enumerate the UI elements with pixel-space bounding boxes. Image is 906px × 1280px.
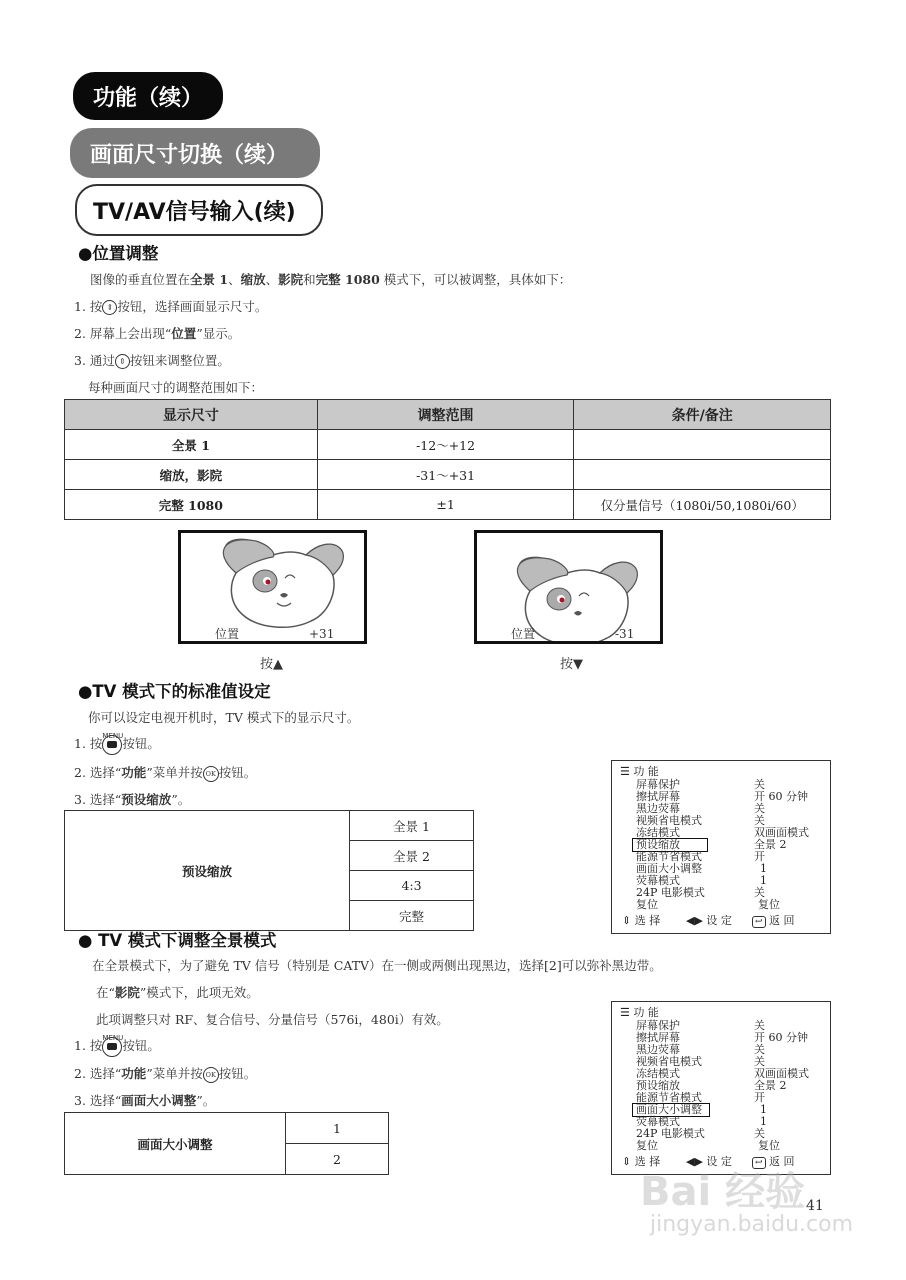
tv-screen-position-down	[474, 530, 663, 644]
osd-item-label: 预设缩放	[636, 838, 680, 851]
tv-screen-position-up	[178, 530, 367, 644]
osd-item-value: 关	[754, 814, 765, 827]
caption-press-down: 按▼	[560, 657, 583, 672]
osd-position-label: 位置	[215, 627, 240, 641]
osd-item-value: 开	[754, 1091, 765, 1104]
osd-title-text: 功 能	[633, 1006, 659, 1019]
section-title-tv-panorama: ● TV 模式下调整全景模式	[78, 931, 277, 950]
text: 、	[265, 272, 279, 287]
left-right-arrow-icon: ◀▶	[686, 1155, 703, 1168]
osd-item-value: 复位	[758, 898, 780, 911]
page-number: 41	[806, 1198, 824, 1214]
osd-item-label: 屏幕保护	[636, 1019, 680, 1032]
text-bold: 全景 1	[190, 272, 229, 287]
section3-p2	[96, 983, 259, 1001]
osd-item-label: 荧幕模式	[636, 874, 680, 887]
osd-item-value: 关	[754, 778, 765, 791]
picture-size-adjust-options-table	[64, 1112, 389, 1175]
osd-item-label: 24P 电影模式	[636, 1127, 705, 1140]
table-row	[65, 490, 831, 520]
text: 按钮。	[122, 1038, 160, 1053]
section2-intro: 你可以设定电视开机时，TV 模式下的显示尺寸。	[88, 710, 360, 725]
text: 3. 选择“	[74, 792, 122, 807]
section1-step3	[74, 351, 230, 369]
text: 选 择	[634, 914, 661, 927]
osd-item-value: 双画面模式	[754, 826, 809, 839]
up-down-arrow-icon: ⇕	[622, 1155, 632, 1168]
osd-position-value: +31	[309, 627, 335, 641]
text-bold: 预设缩放	[121, 792, 172, 807]
osd-footer-select	[622, 915, 660, 927]
table-cell: 全景 1	[65, 430, 318, 460]
text: 2. 屏幕上会出现“	[74, 326, 172, 341]
table-row	[65, 430, 831, 460]
osd-item-label: 擦拭屏幕	[636, 790, 680, 803]
section-title-tv-default: ●TV 模式下的标准值设定	[78, 682, 271, 701]
text: 按钮，选择画面显示尺寸。	[117, 299, 268, 314]
text-bold: 影院	[278, 272, 304, 287]
osd-item-label: 屏幕保护	[636, 778, 680, 791]
osd-item-value: 关	[754, 1127, 765, 1140]
option-label: 画面大小调整	[65, 1113, 286, 1175]
text: 设 定	[706, 914, 732, 927]
osd-item-label: 画面大小调整	[636, 1103, 702, 1116]
osd-item-value: 开 60 分钟	[754, 790, 808, 803]
table-header: 显示尺寸	[65, 400, 318, 430]
menu-label: MENU	[102, 731, 124, 740]
ok-button-icon: OK	[203, 766, 219, 782]
osd-position-value: -31	[615, 627, 635, 641]
osd-menu-title	[620, 766, 659, 778]
menu-list-icon: ☰	[620, 1006, 630, 1019]
osd-item-label: 冻结模式	[636, 826, 680, 839]
text: 图像的垂直位置在	[90, 272, 191, 287]
osd-item-value: 双画面模式	[754, 1067, 809, 1080]
osd-item-value: 开	[754, 850, 765, 863]
section2-step1	[74, 731, 160, 755]
text-bold: 缩放	[240, 272, 266, 287]
option-label: 预设缩放	[65, 811, 350, 931]
text: 1. 按	[74, 736, 103, 751]
preset-zoom-options-table	[64, 810, 474, 931]
dog-illustration	[477, 533, 660, 641]
section3-step1	[74, 1033, 160, 1057]
text-bold: 功能	[121, 1066, 147, 1081]
option-value: 全景 1	[350, 811, 474, 841]
table-header-row	[65, 400, 831, 430]
return-button-icon: ↩	[752, 916, 766, 928]
table-cell: ±1	[317, 490, 574, 520]
section3-step3	[74, 1091, 215, 1109]
table-cell: 仅分量信号（1080i/50,1080i/60）	[574, 490, 831, 520]
header-label: 画面尺寸切换（续）	[90, 142, 289, 168]
osd-item-value: 关	[754, 1019, 765, 1032]
text: 3. 选择“	[74, 1093, 122, 1108]
osd-item-label: 视频省电模式	[636, 814, 702, 827]
section2-step3	[74, 790, 190, 808]
osd-item-value: 全景 2	[754, 838, 787, 851]
osd-item-value: 关	[754, 802, 765, 815]
osd-item-value: 复位	[758, 1139, 780, 1152]
osd-footer-return	[752, 915, 795, 928]
osd-item-value: 开 60 分钟	[754, 1031, 808, 1044]
osd-item-label: 擦拭屏幕	[636, 1031, 680, 1044]
text: 返 回	[769, 914, 795, 927]
osd-item-label: 复位	[636, 898, 658, 911]
text: 、	[228, 272, 241, 287]
text: 1. 按	[74, 299, 103, 314]
text: 按钮。	[122, 736, 160, 751]
osd-function-menu-preset-zoom	[611, 760, 831, 934]
section1-step2	[74, 324, 240, 342]
text: ”菜单并按	[146, 1066, 203, 1081]
text-bold: 完整 1080	[315, 272, 380, 287]
table-cell: 缩放，影院	[65, 460, 318, 490]
osd-item-label: 视频省电模式	[636, 1055, 702, 1068]
section2-step2	[74, 763, 256, 782]
text: 和	[303, 272, 316, 287]
osd-item-value: 1	[760, 1103, 767, 1116]
osd-item-label: 能源节省模式	[636, 850, 702, 863]
table-cell: 完整 1080	[65, 490, 318, 520]
osd-menu-title	[620, 1007, 659, 1019]
adjust-range-table	[64, 399, 831, 520]
section1-intro	[90, 270, 571, 288]
option-value: 全景 2	[350, 841, 474, 871]
text: 2. 选择“	[74, 1066, 122, 1081]
text: ”显示。	[196, 326, 241, 341]
osd-title-text: 功 能	[633, 765, 659, 778]
header-tvav-input-cont	[75, 184, 323, 236]
menu-label: MENU	[102, 1033, 124, 1042]
text: 1. 按	[74, 1038, 103, 1053]
watermark-url: jingyan.baidu.com	[650, 1212, 854, 1237]
table-cell: -31～+31	[317, 460, 574, 490]
osd-item-label: 黑边荧幕	[636, 802, 680, 815]
osd-item-value: 1	[760, 1115, 767, 1128]
osd-footer-set	[686, 915, 732, 927]
text: 选 择	[634, 1155, 661, 1168]
text-bold: 位置	[171, 326, 197, 341]
table-cell: -12～+12	[317, 430, 574, 460]
osd-item-value: 关	[754, 1043, 765, 1056]
menu-list-icon: ☰	[620, 765, 630, 778]
osd-item-value: 关	[754, 886, 765, 899]
option-value: 完整	[350, 901, 474, 931]
text-bold: 功能	[121, 765, 147, 780]
text: 设 定	[706, 1155, 732, 1168]
text: 返 回	[769, 1155, 795, 1168]
caption-press-up: 按▲	[260, 657, 283, 672]
osd-position-label: 位置	[511, 627, 536, 641]
text: 按钮。	[218, 765, 257, 780]
table-header: 调整范围	[317, 400, 574, 430]
text: 模式下，可以被调整，具体如下：	[379, 272, 572, 287]
osd-item-value: 全景 2	[754, 1079, 787, 1092]
header-function-cont	[73, 72, 223, 120]
up-down-arrow-icon: ⇕	[622, 914, 632, 927]
option-value: 4:3	[350, 871, 474, 901]
text: ”。	[171, 792, 191, 807]
osd-item-label: 荧幕模式	[636, 1115, 680, 1128]
osd-item-value: 1	[760, 874, 767, 887]
text: 按钮。	[218, 1066, 257, 1081]
up-down-button-icon: ⇕	[115, 354, 130, 369]
menu-button-icon	[102, 1033, 124, 1057]
text: 在“	[96, 985, 115, 1000]
up-down-button-icon: ⇕	[102, 300, 117, 315]
option-value: 1	[286, 1113, 389, 1144]
ok-button-icon: OK	[203, 1067, 219, 1083]
section3-p3: 此项调整只对 RF、复合信号、分量信号（576i，480i）有效。	[96, 1012, 449, 1027]
section3-p1: 在全景模式下，为了避免 TV 信号（特别是 CATV）在一侧或两侧出现黑边，选择[2]可以弥补黑边带。	[92, 958, 662, 973]
return-button-icon: ↩	[752, 1157, 766, 1169]
range-note: 每种画面尺寸的调整范围如下：	[88, 380, 264, 395]
osd-item-label: 黑边荧幕	[636, 1043, 680, 1056]
dog-illustration	[181, 533, 364, 641]
text-bold: 画面大小调整	[121, 1093, 197, 1108]
osd-item-label: 能源节省模式	[636, 1091, 702, 1104]
table-row	[65, 460, 831, 490]
table-cell	[574, 460, 831, 490]
text: 2. 选择“	[74, 765, 122, 780]
table-cell	[574, 430, 831, 460]
text: ”。	[196, 1093, 216, 1108]
section3-step2	[74, 1064, 256, 1083]
osd-item-label: 冻结模式	[636, 1067, 680, 1080]
text: ”模式下，此项无效。	[139, 985, 259, 1000]
menu-button-icon	[102, 731, 124, 755]
text: 按钮来调整位置。	[129, 353, 230, 368]
left-right-arrow-icon: ◀▶	[686, 914, 703, 927]
option-value: 2	[286, 1144, 389, 1175]
text: ”菜单并按	[146, 765, 203, 780]
osd-item-value: 1	[760, 862, 767, 875]
watermark-brand: Bai 经验	[640, 1169, 806, 1215]
header-label: 功能（续）	[93, 85, 204, 111]
text-bold: 影院	[114, 985, 140, 1000]
text: 3. 通过	[74, 353, 115, 368]
osd-item-label: 复位	[636, 1139, 658, 1152]
osd-item-label: 24P 电影模式	[636, 886, 705, 899]
section-title-position: ●位置调整	[78, 244, 159, 263]
table-header: 条件/备注	[574, 400, 831, 430]
section1-step1	[74, 297, 267, 315]
header-label: TV/AV信号输入(续)	[93, 199, 296, 225]
header-picture-size-cont	[70, 128, 320, 178]
osd-item-value: 关	[754, 1055, 765, 1068]
osd-function-menu-picture-size	[611, 1001, 831, 1175]
osd-item-label: 预设缩放	[636, 1079, 680, 1092]
osd-item-label: 画面大小调整	[636, 862, 702, 875]
